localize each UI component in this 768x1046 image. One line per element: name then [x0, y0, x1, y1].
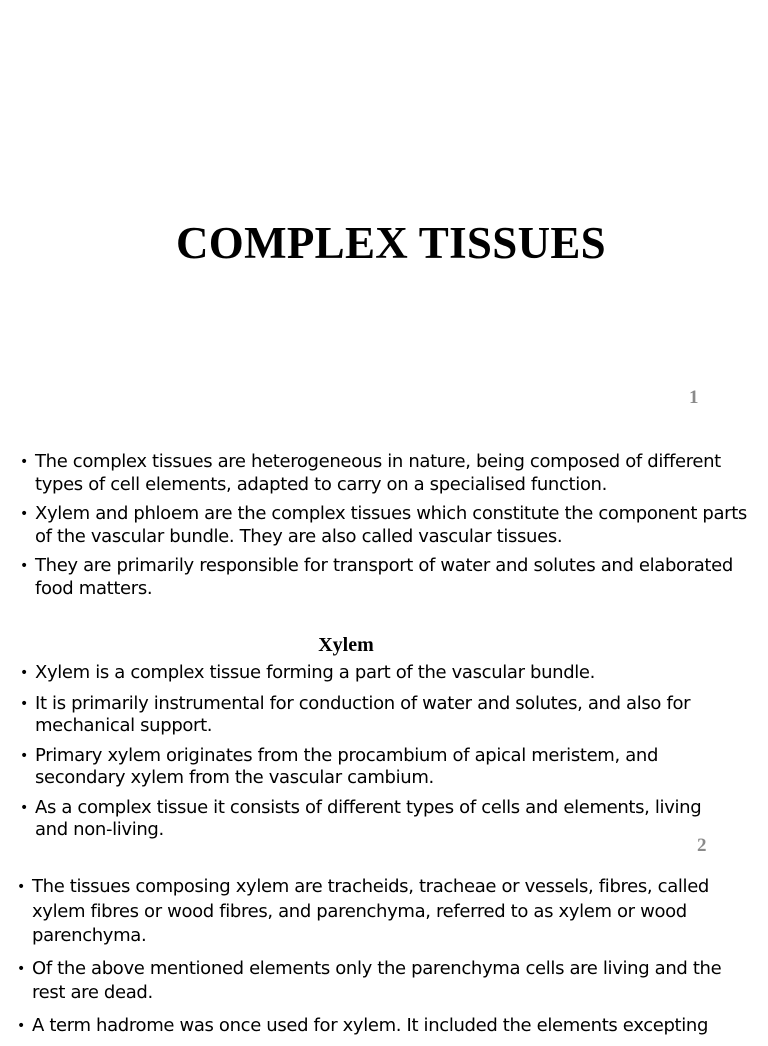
- bullet-icon: •: [20, 506, 28, 522]
- slide3-bullet-list: [0, 875, 752, 1046]
- list-item: • The complex tissues are heterogeneous in nature, being composed of different types of cell elements, adapted to carry on a specialised function.: [20, 451, 721, 495]
- list-item: • Xylem and phloem are the complex tissues which constitute the component parts of the vascular bundle. They are also called vascular tissues.: [20, 503, 747, 547]
- list-item: • It is primarily instrumental for conduction of water and solutes, and also for mechanical support.: [20, 692, 691, 736]
- bullet-icon: •: [17, 1017, 25, 1034]
- intro-bullet-list: [3, 451, 755, 607]
- page-title: COMPLEX TISSUES: [175, 218, 607, 268]
- section-heading: Xylem: [318, 634, 374, 656]
- bullet-icon: •: [20, 747, 28, 764]
- bullet-icon: •: [20, 454, 28, 470]
- list-item: • Primary xylem originates from the procambium of apical meristem, and secondary xylem from the vascular cambium.: [20, 744, 659, 788]
- list-item: • A term hadrome was once used for xylem. It included the elements excepting: [0, 1014, 752, 1039]
- bullet-icon: •: [20, 558, 28, 574]
- bullet-icon: •: [20, 799, 28, 816]
- bullet-icon: •: [20, 665, 28, 681]
- list-item: • As a complex tissue it consists of different types of cells and elements, living and non-living.: [20, 796, 702, 840]
- page-number: 1: [689, 387, 699, 408]
- list-item: • The tissues composing xylem are tracheids, tracheae or vessels, fibres, called xylem fibres or wood fibres, and parenchyma, referred to as xylem or wood parenchyma.: [17, 876, 709, 946]
- page-number: 2: [697, 835, 707, 856]
- list-item: • They are primarily responsible for transport of water and solutes and elaborated food matters.: [20, 555, 733, 599]
- list-item: • Of the above mentioned elements only the parenchyma cells are living and the rest are dead.: [17, 957, 722, 1003]
- bullet-icon: •: [17, 960, 25, 977]
- list-item: • Xylem is a complex tissue forming a part of the vascular bundle.: [20, 662, 596, 683]
- bullet-icon: •: [17, 879, 25, 895]
- xylem-bullet-list: [3, 662, 733, 849]
- bullet-icon: •: [20, 695, 28, 712]
